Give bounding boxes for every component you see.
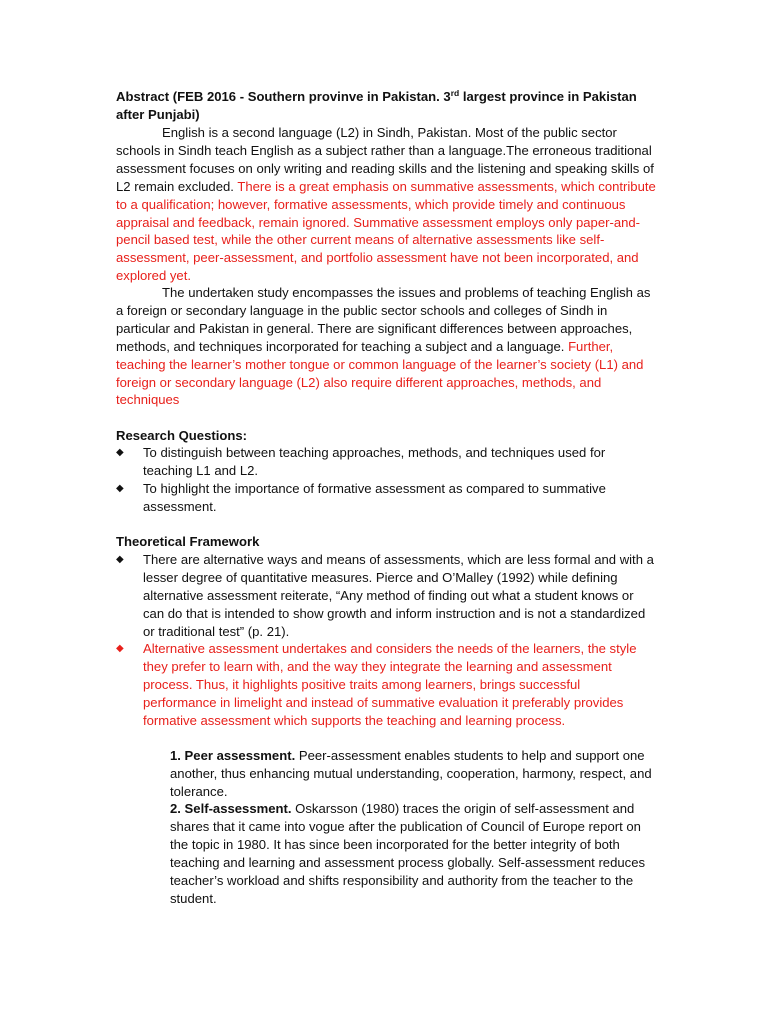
paragraph-2-highlight: Further, teaching the learner’s mother tongue or common language of the learner’s society (L1) and foreign or secondary language (L2) also require different approaches, methods, and techniques xyxy=(116,338,644,408)
numbered-item-label: 2. Self-assessment. xyxy=(170,801,292,816)
abstract-paragraph-2 xyxy=(116,284,656,409)
framework-item-highlighted xyxy=(116,640,656,730)
numbered-item-peer-assessment xyxy=(170,747,660,801)
abstract-title-text-cont: largest province in Pakistan after Punjabi) xyxy=(116,89,637,122)
research-questions-heading: Research Questions: xyxy=(116,428,247,443)
paragraph-1-highlight: There is a great emphasis on summative assessments, which contribute to a qualification; however, formative assessments, which provide timely and continuous appraisal and feedback, remain ignored. Summative assessment employs only paper-and- pencil based test, while the other current means of alternative assessments like self-assessment, peer-assessment, and portfolio assessment have not been incorporated, and explored yet. xyxy=(116,178,656,284)
diamond-bullet-icon: ◆ xyxy=(116,447,124,458)
numbered-item-text: Oskarsson (1980) traces the origin of self-assessment and shares that it came into vogue after the publication of Council of Europe report on the topic in 1980. It has since been incorporated for the better integrity of both teaching and learning and assessment process globally. Self-assessment reduces teacher’s workload and shifts responsibility and authority from the teacher to the student. xyxy=(170,801,646,906)
paragraph-1-text: English is a second language (L2) in Sindh, Pakistan. Most of the public sector schools in Sindh teach English as a subject rather than a language.The erroneous traditional assessment focuses on only writing and reading skills and the listening and speaking skills of L2 remain excluded. xyxy=(116,125,654,194)
ordinal-superscript: rd xyxy=(450,88,460,98)
numbered-item-self-assessment xyxy=(170,800,660,907)
diamond-bullet-icon: ◆ xyxy=(116,483,124,494)
research-question-text: To distinguish between teaching approaches, methods, and techniques used for teaching L1 and L2. xyxy=(143,445,606,478)
research-question-item xyxy=(116,480,656,516)
framework-text-highlighted: Alternative assessment undertakes and considers the needs of the learners, the style they prefer to learn with, and the way they integrate the learning and assessment process. Thus, it highlights positive traits among learners, brings successful performance in limelight and instead of summative evaluation it preferably provides formative assessment which supports the teaching and learning process. xyxy=(143,641,637,728)
abstract-paragraph-1 xyxy=(116,124,656,285)
numbered-item-label: 1. Peer assessment. xyxy=(170,748,296,763)
numbered-item-text: Peer-assessment enables students to help and support one another, thus enhancing mutual understanding, cooperation, harmony, respect, and tolerance. xyxy=(170,748,652,799)
abstract-title-text: Abstract (FEB 2016 - Southern provinve in Pakistan. 3 xyxy=(116,89,451,104)
paragraph-2-text: The undertaken study encompasses the issues and problems of teaching English as a foreign or secondary language in the public sector schools and colleges of Sindh in particular and Pakistan in general. There are significant differences between approaches, methods, and techniques incorporated for teaching a subject and a language. xyxy=(116,285,651,354)
diamond-bullet-icon: ◆ xyxy=(116,554,124,565)
research-question-text: To highlight the importance of formative assessment as compared to summative assessment. xyxy=(143,481,606,514)
abstract-title xyxy=(116,88,661,124)
research-question-item xyxy=(116,444,656,480)
theoretical-framework-heading: Theoretical Framework xyxy=(116,534,260,549)
framework-item xyxy=(116,551,656,641)
framework-text: There are alternative ways and means of assessments, which are less formal and with a lesser degree of quantitative measures. Pierce and O’Malley (1992) while defining alternative assessment reiterate, “Any method of finding out what a student knows or can do that is intended to show growth and inform instruction and is not a standardized or traditional test” (p. 21). xyxy=(143,552,654,639)
diamond-bullet-icon: ◆ xyxy=(116,643,124,654)
